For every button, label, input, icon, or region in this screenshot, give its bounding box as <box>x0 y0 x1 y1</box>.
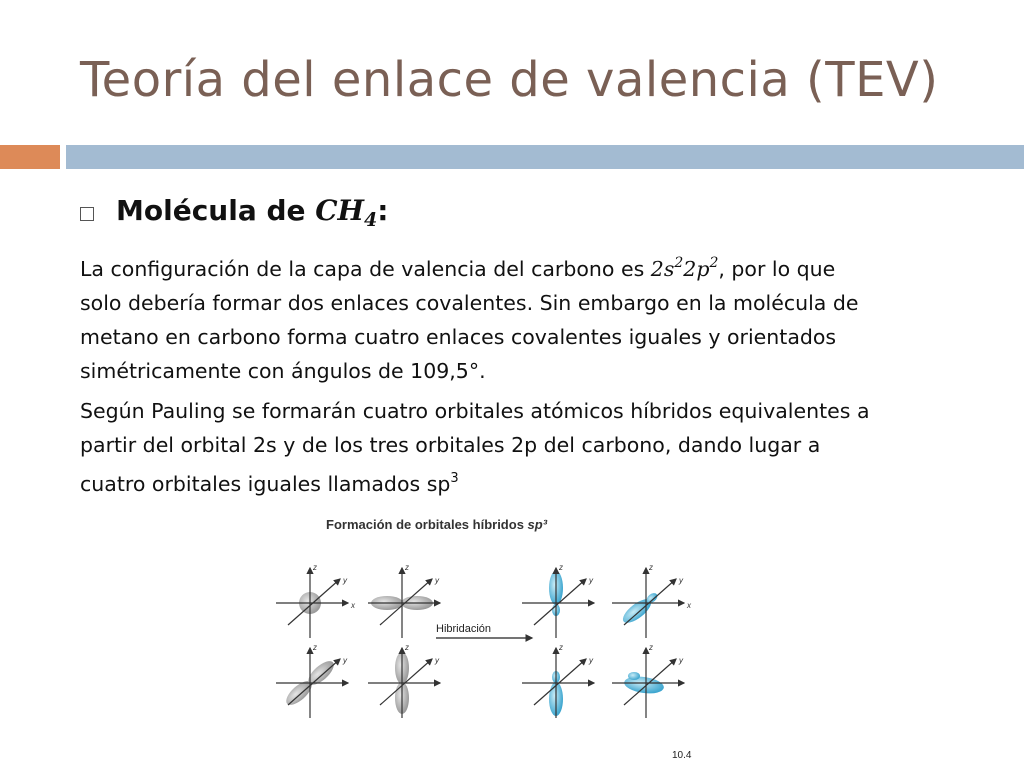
figure-number: 10.4 <box>672 750 692 761</box>
axis-z-label: z <box>649 643 653 652</box>
axis-y-label: y <box>679 576 683 585</box>
orbital-2pz <box>368 648 440 718</box>
hybridization-figure <box>270 505 710 765</box>
axis-y-label: y <box>435 576 439 585</box>
bullet-square-icon <box>80 207 94 221</box>
axis-z-label: z <box>405 563 409 572</box>
sp3-orbital-3 <box>522 648 594 718</box>
axis-x-label: x <box>351 601 355 610</box>
slide-title: Teoría del enlace de valencia (TEV) <box>80 52 939 108</box>
title-accent-bar <box>0 145 60 169</box>
bullet-heading-text <box>116 194 388 231</box>
config-2p: 2p <box>683 257 710 281</box>
formula-ch: CH <box>315 194 364 227</box>
axis-z-label: z <box>313 643 317 652</box>
paragraph1-line1 <box>80 246 859 286</box>
orbital-diagram <box>270 505 710 765</box>
bullet-suffix: : <box>377 194 389 227</box>
figure-title-text: Formación de orbitales híbridos <box>326 517 528 532</box>
paragraph2-line3-text: cuatro orbitales iguales llamados sp <box>80 472 451 496</box>
paragraph1-line1-text: La configuración de la capa de valencia del carbono es <box>80 257 651 281</box>
config-2s: 2s <box>650 257 675 281</box>
sp3-orbital-4 <box>612 648 684 718</box>
sp3-orbital-2 <box>612 568 684 638</box>
axis-z-label: z <box>559 643 563 652</box>
hybridization-label: Hibridación <box>436 623 492 635</box>
axis-z-label: z <box>649 563 653 572</box>
formula-subscript: 4 <box>364 209 378 231</box>
axis-z-label: z <box>405 643 409 652</box>
axis-z-label: z <box>559 563 563 572</box>
config-2s-exponent: 2 <box>674 255 684 271</box>
axis-x-label: x <box>687 601 691 610</box>
axis-z-label: z <box>313 563 317 572</box>
config-2p-exponent: 2 <box>709 255 719 271</box>
axis-y-label: y <box>679 656 683 665</box>
paragraph1-line1-end: , por lo que <box>718 257 836 281</box>
axis-y-label: y <box>343 656 347 665</box>
figure-title-sp3: sp³ <box>527 517 548 532</box>
paragraph1-line3: metano en carbono forma cuatro enlaces covalentes iguales y orientados <box>80 325 837 349</box>
paragraph-configuration <box>80 246 859 388</box>
axis-y-label: y <box>589 656 593 665</box>
paragraph1-line4: simétricamente con ángulos de 109,5°. <box>80 359 486 383</box>
title-divider-bar <box>66 145 1024 169</box>
sp3-orbital-1 <box>522 568 594 638</box>
orbital-2py <box>276 648 348 718</box>
axis-y-label: y <box>589 576 593 585</box>
paragraph2-line1: Según Pauling se formarán cuatro orbitales atómicos híbridos equivalentes a <box>80 399 870 423</box>
paragraph1-line2: solo debería formar dos enlaces covalentes. Sin embargo en la molécula de <box>80 291 859 315</box>
bullet-prefix: Molécula de <box>116 194 316 227</box>
paragraph-pauling <box>80 394 870 501</box>
orbital-2s <box>276 568 348 638</box>
sp3-superscript: 3 <box>450 471 459 486</box>
paragraph2-line3 <box>80 462 870 501</box>
orbital-2px <box>368 568 440 638</box>
axis-y-label: y <box>435 656 439 665</box>
paragraph2-line2: partir del orbital 2s y de los tres orbitales 2p del carbono, dando lugar a <box>80 433 821 457</box>
bullet-heading <box>80 194 388 231</box>
axis-y-label: y <box>343 576 347 585</box>
